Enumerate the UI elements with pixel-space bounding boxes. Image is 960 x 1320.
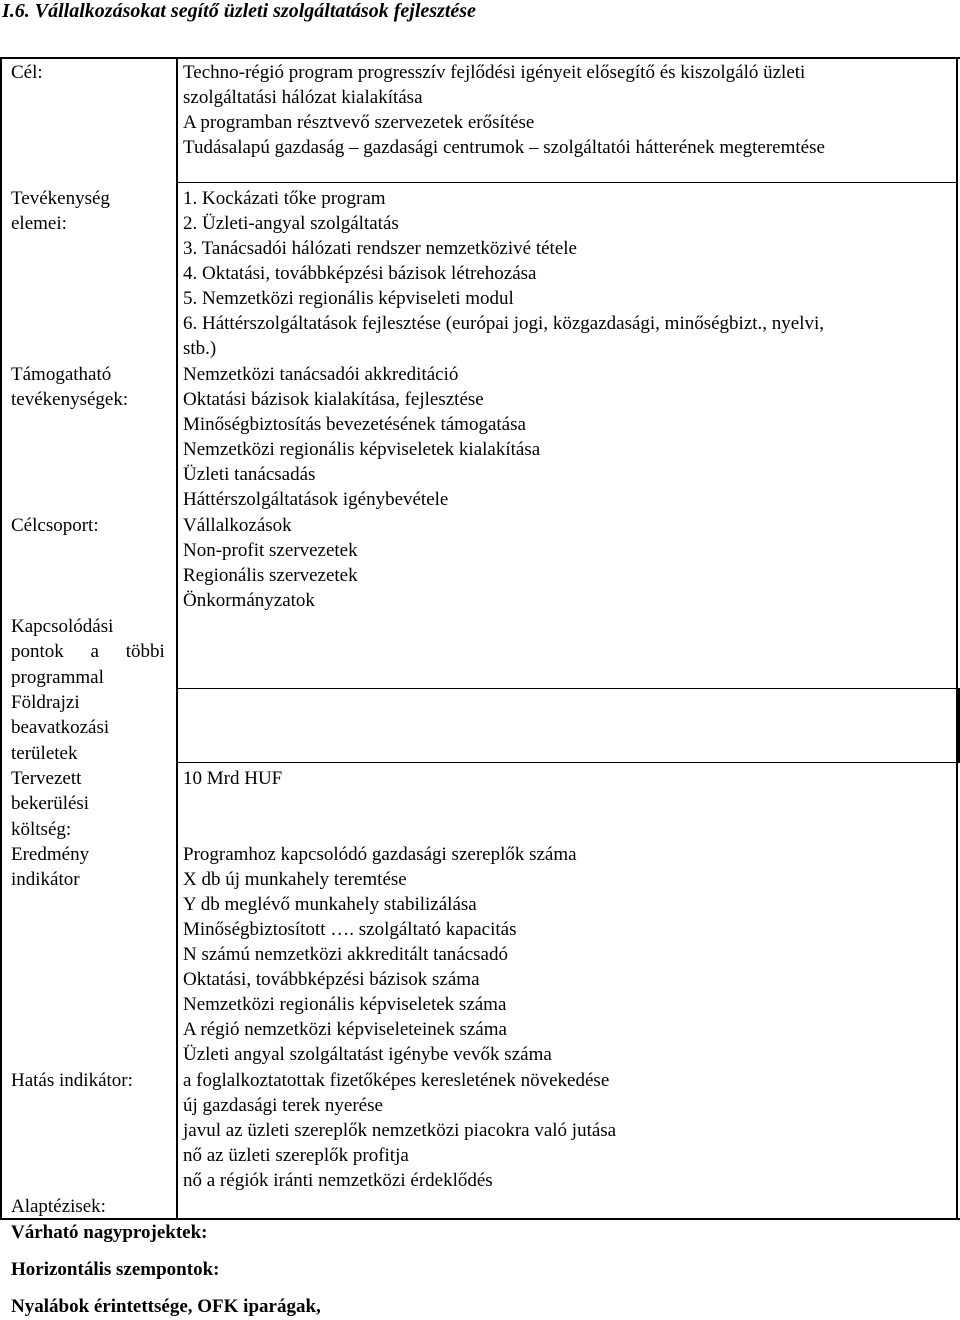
cel-line: Techno-régió program progresszív fejlődési igényeit elősegítő és kiszolgáló üzleti xyxy=(183,62,806,83)
list-item: stb.) xyxy=(183,338,217,359)
list-item: A régió nemzetközi képviseleteinek száma xyxy=(183,1019,507,1040)
justified-line xyxy=(11,639,168,664)
cel-line: Tudásalapú gazdaság – gazdasági centrumok – szolgáltatói hátterének megteremtése xyxy=(183,137,825,158)
list-item: Y db meglévő munkahely stabilizálása xyxy=(183,894,477,915)
nyalabok-heading: Nyalábok érintettsége, OFK iparágak, xyxy=(11,1296,321,1317)
table-border-right xyxy=(956,57,958,1220)
content-tevekenyseg xyxy=(183,186,949,361)
label-eredmeny: Eredmény indikátor xyxy=(11,844,90,891)
varhato-nagyprojektek-heading: Várható nagyprojektek: xyxy=(11,1222,208,1243)
list-item: Programhoz kapcsolódó gazdasági szereplők száma xyxy=(183,844,577,865)
horizontalis-szempontok-heading: Horizontális szempontok: xyxy=(11,1259,220,1280)
list-item: X db új munkahely teremtése xyxy=(183,869,407,890)
list-item: Minőségbiztosítás bevezetésének támogatása xyxy=(183,414,526,435)
table-border-top xyxy=(0,57,960,59)
list-item: Nemzetközi regionális képviseletek kialakítása xyxy=(183,439,541,460)
list-item: nő a régiók iránti nemzetközi érdeklődés xyxy=(183,1170,493,1191)
label-foldrajzi: Földrajzi beavatkozási területek xyxy=(11,692,110,764)
content-hatas xyxy=(183,1068,949,1193)
label-celcsoport: Célcsoport: xyxy=(11,515,99,536)
cost-value: 10 Mrd HUF xyxy=(183,768,283,789)
list-item: 5. Nemzetközi regionális képviseleti modul xyxy=(183,288,514,309)
list-item: új gazdasági terek nyerése xyxy=(183,1095,383,1116)
label-tervezett: Tervezett bekerülési költség: xyxy=(11,768,90,840)
cel-line: A programban résztvevő szervezetek erősítése xyxy=(183,112,535,133)
list-item: Üzleti tanácsadás xyxy=(183,464,316,485)
list-item: Háttérszolgáltatások igénybevétele xyxy=(183,489,449,510)
list-item: 4. Oktatási, továbbképzési bázisok létrehozása xyxy=(183,263,537,284)
list-item: 3. Tanácsadói hálózati rendszer nemzetközivé tétele xyxy=(183,238,577,259)
list-item: javul az üzleti szereplők nemzetközi piacokra való jutása xyxy=(183,1120,617,1141)
list-item: Regionális szervezetek xyxy=(183,565,358,586)
list-item: Nemzetközi regionális képviseletek száma xyxy=(183,994,507,1015)
content-tamogathato xyxy=(183,362,949,512)
content-eredmeny xyxy=(183,842,949,1067)
label-tamogathato: Támogatható tevékenységek: xyxy=(11,364,129,411)
list-item: Vállalkozások xyxy=(183,515,292,536)
list-item: Önkormányzatok xyxy=(183,590,315,611)
content-cel xyxy=(183,60,949,160)
content-tervezett xyxy=(183,766,949,791)
list-item: 6. Háttérszolgáltatások fejlesztése (európai jogi, közgazdasági, minőségbizt., nyelvi, xyxy=(183,313,825,334)
cel-line: szolgáltatási hálózat kialakítása xyxy=(183,87,423,108)
list-item: Nemzetközi tanácsadói akkreditáció xyxy=(183,364,459,385)
label-tevekenyseg: Tevékenység elemei: xyxy=(11,188,110,235)
alaptezisek-label: Alaptézisek: xyxy=(11,1196,106,1217)
row-divider-3 xyxy=(176,762,960,763)
list-item: N számú nemzetközi akkreditált tanácsadó xyxy=(183,944,508,965)
row-divider-4 xyxy=(956,688,960,763)
row-divider-1 xyxy=(176,182,958,183)
list-item: 2. Üzleti-angyal szolgáltatás xyxy=(183,213,399,234)
list-item: a foglalkoztatottak fizetőképes keresletének növekedése xyxy=(183,1070,610,1091)
list-item: Oktatási bázisok kialakítása, fejlesztése xyxy=(183,389,484,410)
content-celcsoport xyxy=(183,513,949,613)
label-kapcsolodasi: Kapcsolódási pontok a többi programmal xyxy=(11,614,171,690)
list-item: Non-profit szervezetek xyxy=(183,540,358,561)
table-border-left xyxy=(0,57,2,1220)
label-cel: Cél: xyxy=(11,62,43,83)
list-item: Üzleti angyal szolgáltatást igénybe vevők száma xyxy=(183,1044,552,1065)
list-item: Minőségbiztosított …. szolgáltató kapacitás xyxy=(183,919,517,940)
label-line: pontok a többi xyxy=(11,641,165,663)
page-title: I.6. Vállalkozásokat segítő üzleti szolgáltatások fejlesztése xyxy=(2,0,476,22)
column-divider xyxy=(176,57,178,1220)
list-item: nő az üzleti szereplők profitja xyxy=(183,1145,409,1166)
list-item: Oktatási, továbbképzési bázisok száma xyxy=(183,969,480,990)
list-item: 1. Kockázati tőke program xyxy=(183,188,386,209)
row-divider-2 xyxy=(176,688,960,689)
label-hatas: Hatás indikátor: xyxy=(11,1070,133,1091)
